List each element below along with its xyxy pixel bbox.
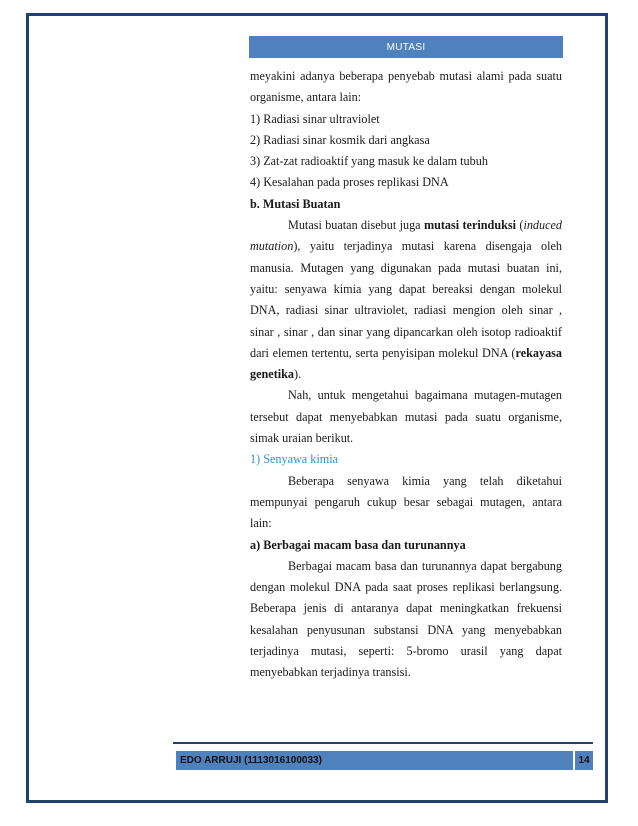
intro-paragraph: meyakini adanya beberapa penyebab mutasi alami pada suatu organisme, antara lain: bbox=[250, 69, 562, 105]
paragraph-text: Mutasi buatan disebut juga bbox=[288, 218, 424, 233]
paragraph-transition: Nah, untuk mengetahui bagaimana mutagen-mutagen tersebut dapat menyebabkan mutasi pada suatu organisme, simak uraian berikut. bbox=[250, 388, 562, 446]
footer-divider bbox=[173, 742, 593, 744]
paragraph-text: ( bbox=[516, 218, 524, 233]
footer-author: EDO ARRUJI (1113016100033) bbox=[180, 755, 322, 766]
list-item: 3) Zat-zat radioaktif yang masuk ke dalam tubuh bbox=[250, 154, 488, 169]
bold-term: mutasi terinduksi bbox=[423, 218, 517, 233]
header-band bbox=[249, 36, 563, 58]
bold-term: rekayasa genetika bbox=[250, 345, 562, 382]
page-content bbox=[250, 66, 562, 684]
section-heading-b: b. Mutasi Buatan bbox=[250, 196, 341, 211]
section-heading-a: a) Berbagai macam basa dan turunannya bbox=[250, 537, 466, 552]
italic-term: induced mutation bbox=[250, 218, 563, 254]
footer-page-band bbox=[575, 751, 593, 770]
footer-author-band bbox=[176, 751, 573, 770]
list-item: 1) Radiasi sinar ultraviolet bbox=[250, 111, 380, 126]
subheading-senyawa-kimia: 1) Senyawa kimia bbox=[250, 452, 338, 467]
paragraph-text: ). bbox=[294, 367, 302, 382]
paragraph-mutasi-buatan bbox=[250, 215, 562, 385]
page-number: 14 bbox=[578, 755, 590, 766]
list-item: 2) Radiasi sinar kosmik dari angkasa bbox=[250, 132, 430, 147]
paragraph-text: ), yaitu terjadinya mutasi karena disengaja oleh manusia. Mutagen yang digunakan pada mutasi buatan ini, yaitu: senyawa kimia yang dapat bereaksi dengan molekul DNA, radiasi sinar ultraviolet, radiasi mengion oleh sinar , sinar , sinar , dan sinar yang dipancarkan oleh isotop radioaktif dari elemen tertentu, serta penyisipan molekul DNA ( bbox=[250, 239, 562, 360]
header-title: MUTASI bbox=[386, 41, 426, 53]
paragraph-basa: Berbagai macam basa dan turunannya dapat bergabung dengan molekul DNA pada saat proses replikasi berlangsung. Beberapa jenis di antaranya dapat meningkatkan frekuensi kesalahan penyusunan substansi DNA yang menyebabkan terjadinya mutasi, seperti: 5-bromo urasil yang dapat menyebabkan terjadinya transisi. bbox=[250, 558, 562, 680]
list-item: 4) Kesalahan pada proses replikasi DNA bbox=[250, 175, 449, 190]
paragraph-senyawa-kimia: Beberapa senyawa kimia yang telah diketahui mempunyai pengaruh cukup besar sebagai mutagen, antara lain: bbox=[250, 473, 562, 531]
